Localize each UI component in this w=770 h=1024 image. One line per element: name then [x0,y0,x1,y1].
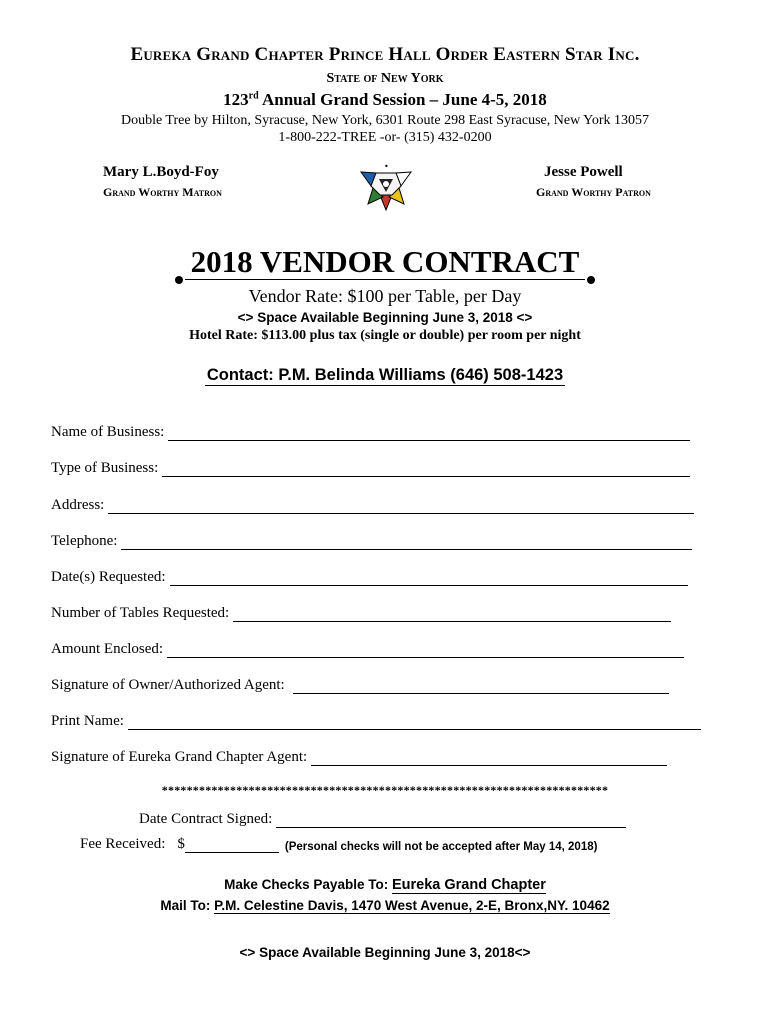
venue-line: Double Tree by Hilton, Syracuse, New York, 6301 Route 298 East Syracuse, New York 13057 [120,113,650,128]
hotel-rate: Hotel Rate: $113.00 plus tax (single or double) per room per night [189,328,581,343]
session-rest: Annual Grand Session – June 4-5, 2018 [258,90,547,109]
matron-block [103,164,222,200]
business-type-row [51,460,690,477]
fee-received-field[interactable] [185,838,279,853]
dates-requested-row [51,569,688,586]
address-label: Address: [51,497,105,513]
eastern-star-emblem-icon [359,155,413,211]
agent-signature-row [51,749,667,766]
mail-to-line [0,898,770,913]
agent-signature-field[interactable] [311,751,667,766]
dates-requested-field[interactable] [170,571,688,586]
contract-title-label: 2018 VENDOR CONTRACT [190,244,580,279]
print-name-field[interactable] [128,715,701,730]
amount-enclosed-row [51,641,684,658]
star-inner-eye [383,181,389,187]
contact-text: Contact: P.M. Belinda Williams (646) 508-1423 [206,366,564,384]
patron-block [536,164,651,200]
amount-enclosed-label: Amount Enclosed: [51,641,164,657]
date-signed-label: Date Contract Signed: [139,811,273,827]
space-available-bottom: <> Space Available Beginning June 3, 2018<> [239,945,531,960]
session-number: 123 [223,90,249,109]
separator-stars: ************************************************************************ [161,783,609,797]
address-field[interactable] [108,499,694,514]
date-signed-row [139,811,626,828]
patron-title: Grand Worthy Patron [536,185,651,199]
title-dot-left [175,276,183,284]
tables-requested-label: Number of Tables Requested: [51,605,230,621]
vendor-rate: Vendor Rate: $100 per Table, per Day [248,286,522,306]
print-name-label: Print Name: [51,713,124,729]
business-name-label: Name of Business: [51,424,165,440]
fee-received-row [80,836,597,853]
owner-signature-label: Signature of Owner/Authorized Agent: [51,677,285,693]
business-type-field[interactable] [162,462,690,477]
contract-title [0,244,770,280]
tables-requested-row [51,605,671,622]
star-top-mark: • [384,162,389,171]
state-line: State of New York [326,71,444,86]
personal-checks-note: (Personal checks will not be accepted after May 14, 2018) [284,841,598,853]
owner-signature-row [51,677,669,694]
business-name-field[interactable] [168,426,690,441]
checks-payable-to: Eureka Grand Chapter [391,877,546,893]
matron-title: Grand Worthy Matron [103,185,222,199]
title-dot-right [587,276,595,284]
phone-line: 1-800-222-TREE -or- (315) 432-0200 [278,130,492,145]
checks-payable-label: Make Checks Payable To: [224,877,392,892]
checks-payable-line [0,877,770,893]
contact-line [0,366,770,385]
business-name-row [51,424,690,441]
session-line [0,90,770,110]
patron-name: Jesse Powell [544,164,623,180]
fee-received-label: Fee Received: [80,836,166,852]
address-row [51,497,694,514]
tables-requested-field[interactable] [233,607,671,622]
agent-signature-label: Signature of Eureka Grand Chapter Agent: [51,749,308,765]
organization-title: Eureka Grand Chapter Prince Hall Order Eastern Star Inc. [130,44,640,65]
contract-title-text [185,245,586,280]
mail-to-label: Mail To: [160,898,215,913]
matron-name: Mary L.Boyd-Foy [103,164,219,180]
telephone-label: Telephone: [51,533,118,549]
telephone-row [51,533,692,550]
mail-to-address: P.M. Celestine Davis, 1470 West Avenue, 2-E, Bronx,NY. 10462 [214,898,610,913]
dates-requested-label: Date(s) Requested: [51,569,166,585]
session-suffix: rd [248,90,259,102]
fee-dollar-sign: $ [177,836,185,852]
amount-enclosed-field[interactable] [167,643,684,658]
print-name-row [51,713,701,730]
owner-signature-field[interactable] [293,679,669,694]
space-available-top: <> Space Available Beginning June 3, 2018 <> [237,310,533,325]
business-type-label: Type of Business: [51,460,159,476]
telephone-field[interactable] [121,535,692,550]
date-signed-field[interactable] [276,813,626,828]
